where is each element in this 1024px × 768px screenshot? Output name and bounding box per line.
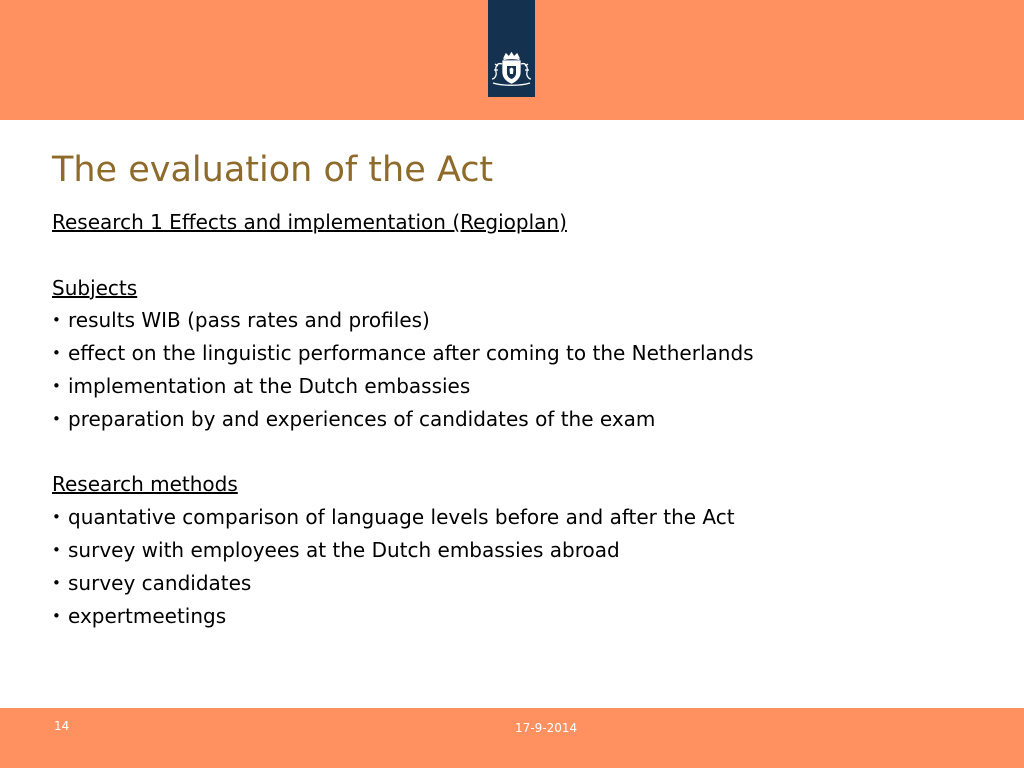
bullet: • <box>52 376 61 395</box>
logo <box>488 0 535 97</box>
list-item <box>52 534 1002 567</box>
bullet: • <box>52 344 61 363</box>
list-item-text: implementation at the Dutch embassies <box>68 373 471 398</box>
bullet: • <box>52 573 61 592</box>
list-item-text: effect on the linguistic performance after coming to the Netherlands <box>68 341 754 366</box>
methods-heading: Research methods <box>52 472 238 497</box>
list-item <box>52 567 1002 600</box>
slide-body <box>52 206 1002 632</box>
list-item-text: quantative comparison of language levels before and after the Act <box>68 505 735 530</box>
header-band <box>0 0 1024 120</box>
list-item-text: results WIB (pass rates and profiles) <box>68 308 430 333</box>
page-number: 14 <box>54 719 70 733</box>
bullet: • <box>52 606 61 625</box>
list-item <box>52 501 1002 534</box>
bullet: • <box>52 508 61 527</box>
list-item <box>52 304 1002 337</box>
bullet: • <box>52 311 61 330</box>
list-item <box>52 370 1002 403</box>
bullet: • <box>52 409 61 428</box>
list-item <box>52 600 1002 633</box>
list-item-text: expertmeetings <box>68 603 227 628</box>
slide-date: 17-9-2014 <box>515 721 578 735</box>
list-item-text: survey with employees at the Dutch embassies abroad <box>68 537 620 562</box>
footer-band <box>0 708 1024 768</box>
research-heading: Research 1 Effects and implementation (Regioplan) <box>52 210 567 234</box>
spacer <box>52 436 1002 469</box>
list-item <box>52 403 1002 436</box>
list-item <box>52 337 1002 370</box>
bullet: • <box>52 540 61 559</box>
spacer <box>52 239 1002 272</box>
list-item-text: survey candidates <box>68 570 252 595</box>
subjects-heading: Subjects <box>52 275 138 300</box>
slide-title: The evaluation of the Act <box>52 150 494 190</box>
list-item-text: preparation by and experiences of candidates of the exam <box>68 406 656 431</box>
royal-coat-of-arms-icon <box>490 52 533 86</box>
